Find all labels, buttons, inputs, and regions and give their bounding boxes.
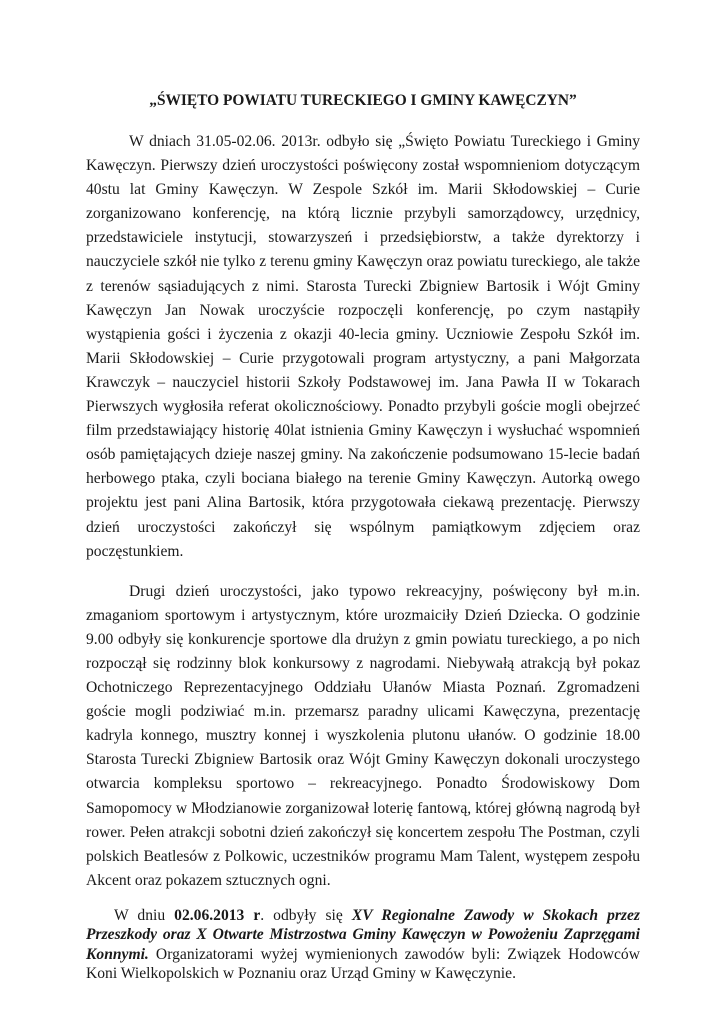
paragraph-competitions [86,906,640,984]
competitions-date: 02.06.2013 r [174,906,261,924]
paragraph-day-two: Drugi dzień uroczystości, jako typowo rekreacyjny, poświęcony był m.in. zmaganiom sportowym i artystycznym, które urozmaiciły Dzień Dziecka. O godzinie 9.00 odbyły się konkurencje sportowe dla drużyn z gmin powiatu tureckiego, a po nich rozpoczął się rodzinny blok konkursowy z nagrodami. Niebywałą atrakcją był pokaz Ochotniczego Reprezentacyjnego Oddziału Ułanów Miasta Poznań. Zgromadzeni goście mogli podziwiać m.in. przemarsz paradny ulicami Kawęczyna, prezentację kadryla konnego, musztry konnej i wyszkolenia plutonu ułanów. O godzinie 18.00 Starosta Turecki Zbigniew Bartosik oraz Wójt Gminy Kawęczyn dokonali uroczystego otwarcia kompleksu sportowo – rekreacyjnego. Ponadto Środowiskowy Dom Samopomocy w Młodzianowie zorganizował loterię fantową, której główną nagrodą był rower. Pełen atrakcji sobotni dzień zakończył się koncertem zespołu The Postman, czyli polskich Beatlesów z Polkowic, uczestników programu Mam Talent, występem zespołu Akcent oraz pokazem sztucznych ogni. [86,582,640,889]
document-title: „ŚWIĘTO POWIATU TURECKIEGO I GMINY KAWĘCZYN” [149,92,577,109]
paragraph-day-one: W dniach 31.05-02.06. 2013r. odbyło się „Święto Powiatu Tureckiego i Gminy Kawęczyn. Pierwszy dzień uroczystości poświęcony został wspomnieniom dotyczącym 40stu lat Gminy Kawęczyn. W Zespole Szkół im. Marii Skłodowskiej – Curie zorganizowano konferencję, na którą licznie przybyli samorządowcy, urzędnicy, przedstawiciele instytucji, stowarzyszeń i przedsiębiorstw, a także dyrektorzy i nauczyciele szkół nie tylko z terenu gminy Kawęczyn oraz powiatu tureckiego, ale także z terenów sąsiadujących z nimi. Starosta Turecki Zbigniew Bartosik i Wójt Gminy Kawęczyn Jan Nowak uroczyście rozpoczęli konferencję, po czym nastąpiły wystąpienia gości i życzenia z okazji 40-lecia gminy. Uczniowie Zespołu Szkół im. Marii Skłodowskiej – Curie przygotowali program artystyczny, a pani Małgorzata Krawczyk – nauczyciel historii Szkoły Podstawowej im. Jana Pawła II w Tokarach Pierwszych wygłosiła referat okolicznościowy. Ponadto przybyli goście mogli obejrzeć film przedstawiający historię 40lat istnienia Gminy Kawęczyn i wysłuchać wspomnień osób pamiętających dzieje naszej gminy. Na zakończenie podsumowano 15-lecie badań herbowego ptaka, czyli bociana białego na terenie Gminy Kawęczyn. Autorką owego projektu jest pani Alina Bartosik, która przygotowała ciekawą prezentację. Pierwszy dzień uroczystości zakończył się wspólnym pamiątkowym zdjęciem oraz poczęstunkiem. [86,133,640,560]
competitions-intro: W dniu [114,906,175,924]
document-page [86,92,640,984]
competitions-event-title: XV Regionalne Zawody w Skokach przez Przeszkody oraz X Otwarte Mistrzostwa Gminy Kawęczyn w Powożeniu Zaprzęgami Konnymi. [86,906,640,963]
competitions-organizers: Organizatorami wyżej wymienionych zawodów byli: Związek Hodowców Koni Wielkopolskich w Poznaniu oraz Urząd Gminy w Kawęczynie. [86,945,640,983]
competitions-after-date: . odbyły się [260,906,352,924]
